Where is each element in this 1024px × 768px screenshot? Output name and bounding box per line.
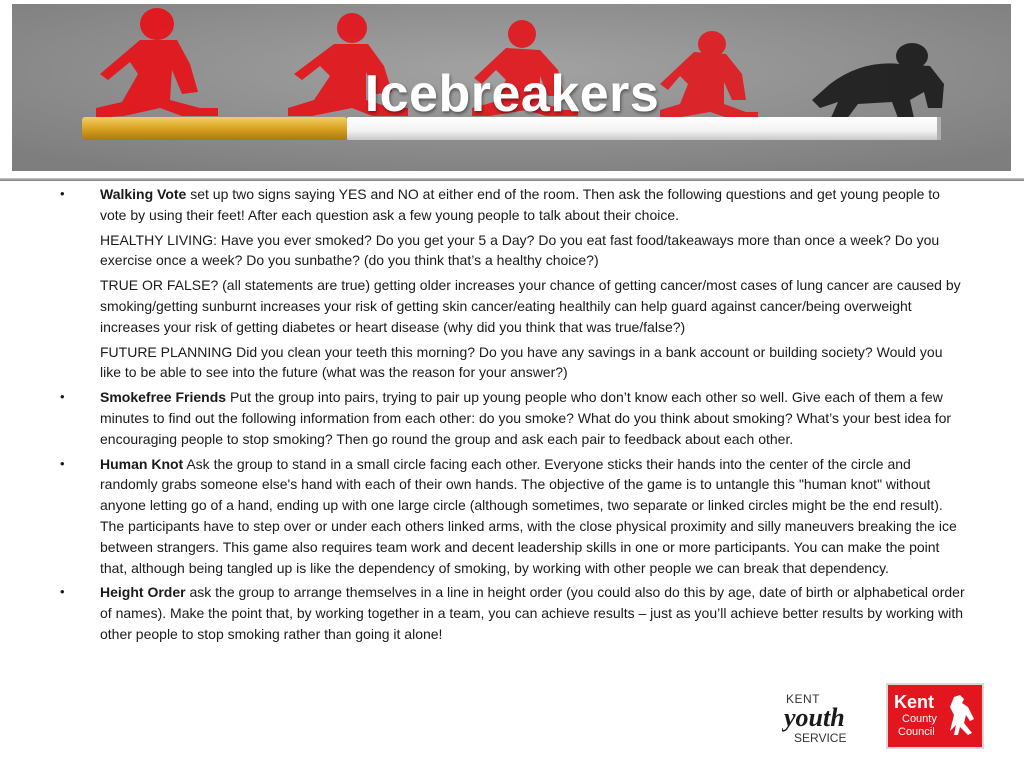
kent-county-council-logo bbox=[886, 683, 984, 749]
list-item-walking-vote bbox=[60, 184, 966, 383]
bullet-icon: • bbox=[60, 389, 65, 405]
logo-text-service: SERVICE bbox=[794, 731, 847, 745]
list-item-smokefree-friends bbox=[60, 387, 966, 449]
white-horse-icon bbox=[950, 695, 974, 735]
paragraph bbox=[100, 387, 966, 449]
logo-text-county: County bbox=[902, 713, 937, 725]
item-text: Ask the group to stand in a small circle facing each other. Everyone sticks their hands into the center of the circle and randomly grabs someone else's hand with each of their own hands. The objective of the game is to untangle this "human knot" without anyone letting go of a hand, ending up with one large circle (although sometimes, two separate or linked circles might be the end result). The participants have to step over or under each others linked arms, with the close physical proximity and silly maneuvers breaking the ice between strangers. This game also requires team work and decent leadership skills in one or more participants. You can make the point that, although being tangled up is like the dependency of smoking, by working with other people we can break that dependency. bbox=[100, 455, 957, 576]
paragraph-healthy-living: HEALTHY LIVING: Have you ever smoked? Do you get your 5 a Day? Do you eat fast food/takeaways more than once a week? Do you exercise once a week? Do you sunbathe? (do you think that’s a healthy choice?) bbox=[100, 231, 940, 269]
list-item-human-knot bbox=[60, 454, 966, 579]
list-item-height-order bbox=[60, 582, 966, 644]
item-text: set up two signs saying YES and NO at either end of the room. Then ask the following questions and get young people to vote by using their feet! After each question ask a few young people to talk about their choice. bbox=[100, 186, 940, 223]
item-text: Put the group into pairs, trying to pair up young people who don’t know each other so well. Give each of them a few minutes to find out the following information from each other: do you smoke? What do you think about smoking? What’s your best idea for encouraging people to stop smoking? Then go round the group and ask each pair to feedback about each other. bbox=[100, 389, 952, 447]
item-title: Human Knot bbox=[100, 455, 184, 472]
content-list bbox=[60, 184, 966, 649]
logo-text-council: Council bbox=[898, 726, 935, 738]
logo-text-youth: youth bbox=[784, 703, 845, 732]
item-text: ask the group to arrange themselves in a line in height order (you could also do this by age, date of birth or alphabetical order of names). Make the point that, by working together in a team, you can achieve results – just as you’ll achieve better results by working with other people to stop smoking rather than going it alone! bbox=[100, 584, 965, 642]
page-title: Icebreakers bbox=[364, 65, 660, 123]
item-title: Smokefree Friends bbox=[100, 389, 227, 406]
paragraph bbox=[100, 582, 966, 644]
item-title: Height Order bbox=[100, 584, 186, 601]
header-divider bbox=[0, 178, 1024, 181]
logo-text-kent: Kent bbox=[894, 692, 934, 712]
item-title: Walking Vote bbox=[100, 186, 187, 202]
paragraph-true-or-false: TRUE OR FALSE? (all statements are true) getting older increases your chance of getting cancer/most cases of lung cancer are caused by smoking/getting sunburnt increases your risk of getting skin cancer/eating healthily can help guard against cancer/being overweight increases your risk of getting diabetes or heart disease (why did you think that was true/false?) bbox=[100, 277, 961, 335]
bullet-icon: • bbox=[60, 186, 65, 201]
bullet-icon: • bbox=[60, 455, 65, 471]
paragraph bbox=[100, 184, 966, 226]
logo-text-kent: KENT bbox=[786, 692, 821, 706]
paragraph-future-planning: FUTURE PLANNING Did you clean your teeth this morning? Do you have any savings in a bank account or building society? Would you like to be able to see into the future (what was the reason for your answer?) bbox=[100, 343, 943, 381]
kent-youth-service-logo bbox=[782, 690, 862, 746]
bullet-icon: • bbox=[60, 584, 65, 600]
paragraph bbox=[100, 454, 966, 579]
